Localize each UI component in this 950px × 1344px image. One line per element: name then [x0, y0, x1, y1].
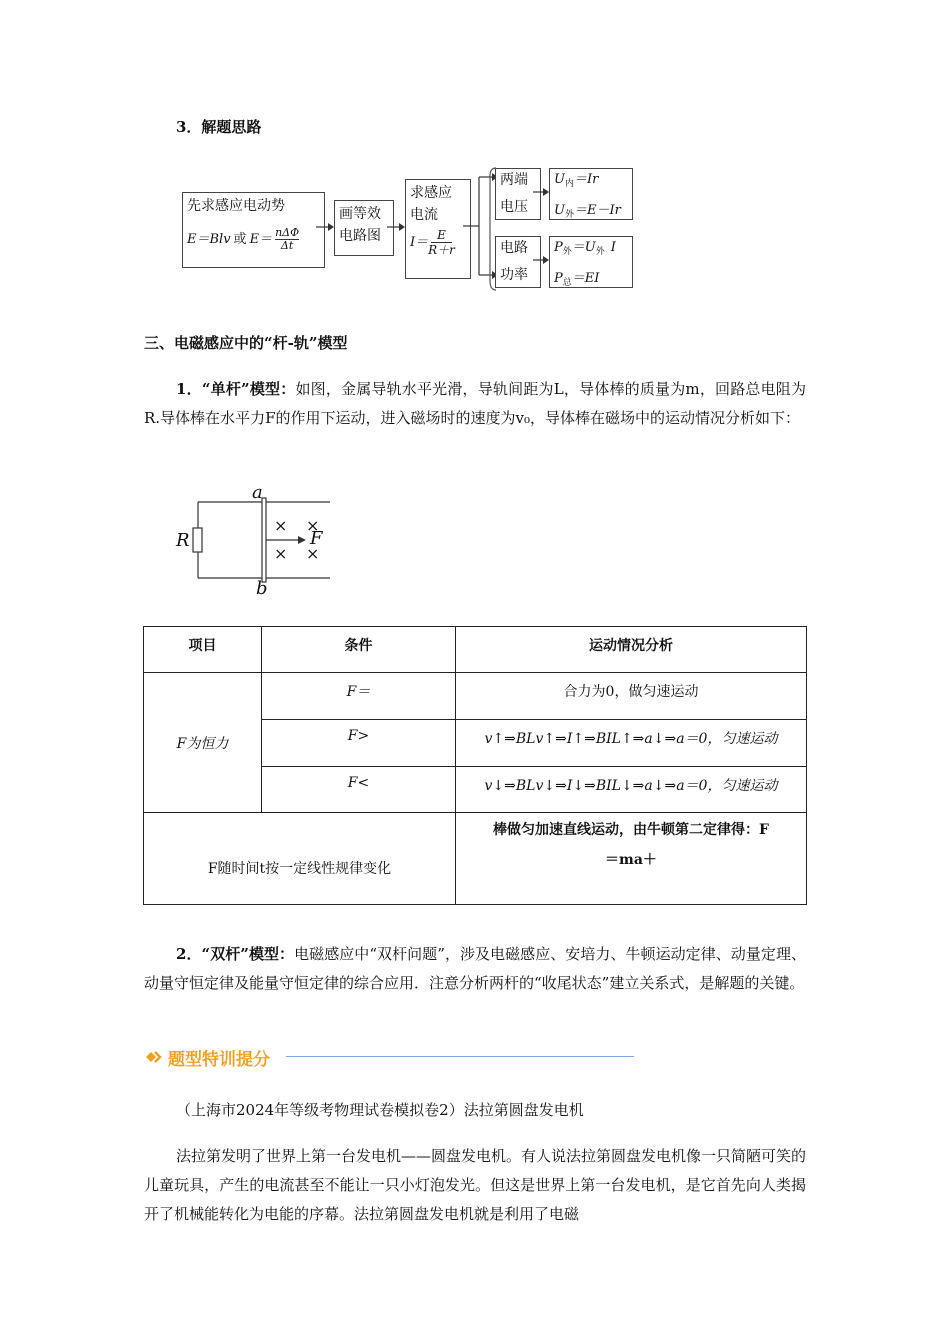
magnetic-field-cross: ×: [306, 544, 320, 563]
flow-text: 先求感应电动势: [187, 198, 285, 214]
flow-text: 求感应: [410, 185, 452, 201]
analysis-table: [143, 626, 807, 905]
table-cell: F>: [262, 720, 456, 767]
table-cell: F为恒力: [144, 673, 262, 813]
flow-text: 电压: [500, 199, 528, 215]
table-row: [144, 673, 807, 720]
arrow-icon: [316, 222, 334, 232]
table-cell: v↓⇒BLv↓⇒I↓⇒BIL↓⇒a↓⇒a＝0，匀速运动: [456, 767, 807, 813]
paragraph-label: 1．“单杆”模型：: [176, 380, 296, 398]
double-rod-paragraph: [144, 940, 806, 998]
formula-text: E＝: [249, 231, 273, 247]
table-header: 条件: [262, 627, 456, 673]
table-cell: 棒做匀加速直线运动，由牛顿第二定律得：F ＝ma＋: [456, 813, 807, 905]
rail-figure: [170, 484, 340, 600]
magnetic-field-cross: ×: [274, 544, 288, 563]
paragraph-text: 电磁感应中“双杆问题”，涉及电磁感应、安培力、牛顿运动定律、动量定理、动量守恒定律及能量守恒定律的综合应用．注意分析两杆的“收尾状态”建立关系式，是解题的关键。: [144, 945, 806, 992]
formula-text: I＝: [410, 234, 429, 250]
flow-box-current: [405, 179, 471, 279]
flow-text: 功率: [500, 267, 528, 283]
flow-box-voltage-formulas: $U_内=Ir$ $U_外=E-Ir$: [549, 168, 633, 220]
fraction: E R＋r: [428, 228, 455, 257]
label-a: a: [252, 482, 263, 503]
part-heading: 三、电磁感应中的“杆-轨”模型: [144, 334, 348, 352]
table-cell: F＝: [262, 673, 456, 720]
arrow-icon: [533, 255, 549, 265]
label-b: b: [256, 578, 268, 599]
flow-text: 电路图: [339, 228, 381, 244]
paragraph-label: 2．“双杆”模型：: [176, 945, 295, 963]
fraction: nΔΦ Δt: [275, 226, 300, 252]
table-header: 运动情况分析: [456, 627, 807, 673]
formula-text: E＝Blv: [187, 231, 231, 247]
label-r: R: [176, 530, 190, 551]
table-header: 项目: [144, 627, 262, 673]
flow-text: 或: [233, 231, 247, 247]
banner-divider: [286, 1056, 634, 1057]
table-cell: F<: [262, 767, 456, 813]
flow-box-circuit: [334, 200, 394, 256]
intro-paragraph: 法拉第发明了世界上第一台发电机——圆盘发电机。有人说法拉第圆盘发电机像一只简陋可笑的儿童玩具，产生的电流甚至不能让一只小灯泡发光。但这是世界上第一台发电机，是它首先向人类揭开了机械能转化为电能的序幕。法拉第圆盘发电机就是利用了电磁: [144, 1147, 807, 1223]
table-cell: 合力为0，做匀速运动: [456, 673, 807, 720]
table-header-row: [144, 627, 807, 673]
table-cell: F随时间t按一定线性规律变化: [144, 813, 456, 905]
flow-text: 电路: [500, 240, 528, 256]
single-rod-paragraph: [144, 375, 806, 433]
flow-text: 电流: [410, 207, 438, 223]
flow-text: 两端: [500, 172, 528, 188]
flow-box-emf: [182, 192, 325, 268]
diamond-chevron-icon: [144, 1049, 166, 1065]
banner-title: 题型特训提分: [168, 1049, 270, 1070]
arrow-icon: [387, 222, 405, 232]
paragraph-text: 如图，金属导轨水平光滑，导轨间距为L，导体棒的质量为m，回路总电阻为R.导体棒在水平力F的作用下运动，进入磁场时的速度为v₀，导体棒在磁场中的运动情况分析如下：: [144, 380, 806, 427]
arrow-icon: [533, 187, 549, 197]
flow-text: 画等效: [339, 206, 381, 222]
magnetic-field-cross: ×: [274, 516, 288, 535]
table-row: [144, 813, 807, 905]
magnetic-field-cross: ×: [306, 516, 320, 535]
flow-box-power-formulas: $P_外=U_外$ I $P_总=EI$: [549, 236, 633, 288]
section-heading: 3．解题思路: [176, 118, 262, 136]
table-cell: v↑⇒BLv↑⇒I↑⇒BIL↑⇒a↓⇒a＝0，匀速运动: [456, 720, 807, 767]
label-f: F: [310, 528, 323, 549]
section-banner: [144, 1044, 270, 1070]
question-source: （上海市2024年等级考物理试卷模拟卷2）法拉第圆盘发电机: [176, 1101, 584, 1119]
